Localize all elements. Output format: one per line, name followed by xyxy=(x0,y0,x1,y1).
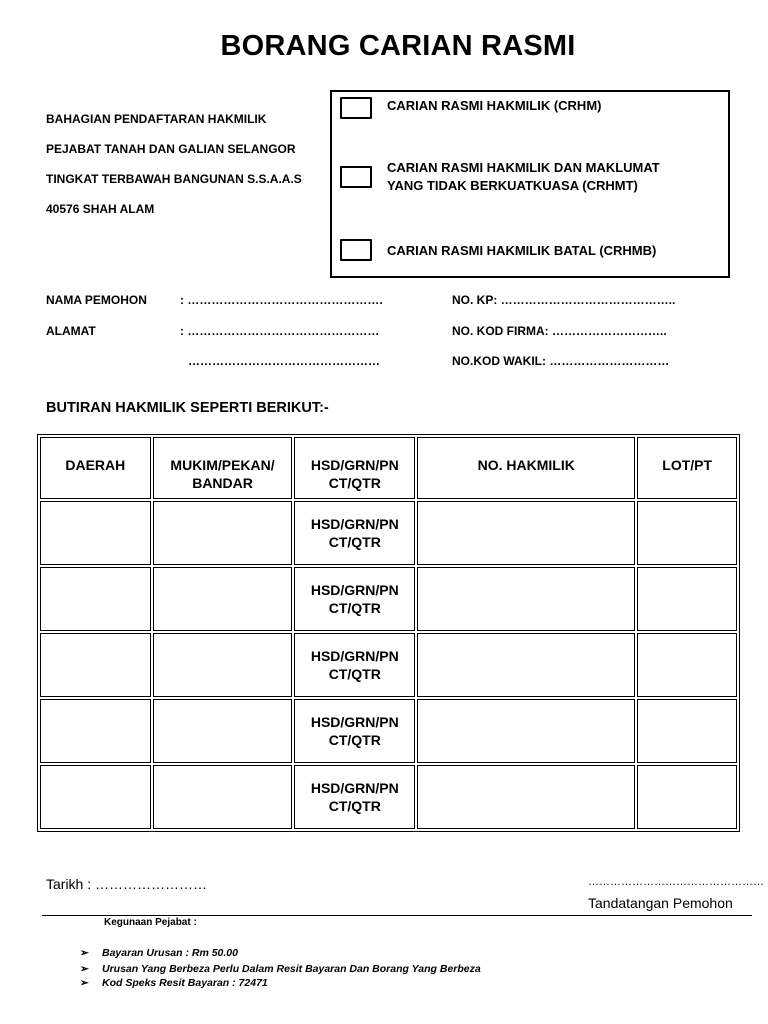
office-use-label: Kegunaan Pejabat : xyxy=(104,917,197,928)
cell-no-hakmilik[interactable] xyxy=(417,501,635,565)
header-lot: LOT/PT xyxy=(637,437,737,499)
cell-daerah[interactable] xyxy=(40,633,151,697)
header-daerah: DAERAH xyxy=(40,437,151,499)
cell-lot[interactable] xyxy=(637,699,737,763)
cell-lot[interactable] xyxy=(637,765,737,829)
alamat-label: ALAMAT xyxy=(46,324,96,338)
no-kod-firma-field[interactable]: NO. KOD FIRMA: ……………………….. xyxy=(452,324,667,338)
cell-mukim[interactable] xyxy=(153,633,293,697)
arrow-bullet-icon: ➢ xyxy=(80,947,89,959)
cell-mukim[interactable] xyxy=(153,567,293,631)
no-kp-field[interactable]: NO. KP: …………………………………….. xyxy=(452,293,676,307)
tarikh-field[interactable]: Tarikh : …………………… xyxy=(46,876,208,892)
cell-hsd[interactable]: HSD/GRN/PN CT/QTR xyxy=(294,567,415,631)
nama-pemohon-field[interactable]: : …………………………………………. xyxy=(180,293,383,307)
header-hsd: HSD/GRN/PN CT/QTR xyxy=(294,437,415,499)
form-title: BORANG CARIAN RASMI xyxy=(220,30,576,62)
cell-hsd[interactable]: HSD/GRN/PN CT/QTR xyxy=(294,699,415,763)
cell-daerah[interactable] xyxy=(40,567,151,631)
crhm-label: CARIAN RASMI HAKMILIK (CRHM) xyxy=(387,98,602,113)
cell-mukim[interactable] xyxy=(153,765,293,829)
cell-hsd[interactable]: HSD/GRN/PN CT/QTR xyxy=(294,633,415,697)
crhmt-label: CARIAN RASMI HAKMILIK DAN MAKLUMAT YANG TIDAK BERKUATKUASA (CRHMT) xyxy=(387,160,660,193)
arrow-bullet-icon: ➢ xyxy=(80,963,89,975)
address-line-4: 40576 SHAH ALAM xyxy=(46,202,155,216)
title-details-table xyxy=(37,434,740,832)
note-item: ➢ Urusan Yang Berbeza Perlu Dalam Resit Bayaran Dan Borang Yang Berbeza xyxy=(80,963,481,975)
crhmb-checkbox[interactable] xyxy=(340,239,372,261)
search-type-options xyxy=(330,90,730,278)
table-row xyxy=(40,501,737,565)
address-line-3: TINGKAT TERBAWAH BANGUNAN S.S.A.A.S xyxy=(46,172,302,186)
note-item: ➢ Bayaran Urusan : Rm 50.00 xyxy=(80,947,238,959)
cell-daerah[interactable] xyxy=(40,699,151,763)
cell-lot[interactable] xyxy=(637,567,737,631)
crhmb-label: CARIAN RASMI HAKMILIK BATAL (CRHMB) xyxy=(387,243,657,258)
cell-daerah[interactable] xyxy=(40,501,151,565)
footer-divider xyxy=(42,915,752,916)
table-row xyxy=(40,699,737,763)
cell-no-hakmilik[interactable] xyxy=(417,699,635,763)
table-row xyxy=(40,765,737,829)
header-no-hakmilik: NO. HAKMILIK xyxy=(417,437,635,499)
alamat-field-2[interactable]: ………………………………………… xyxy=(188,354,380,368)
table-header-row xyxy=(40,437,737,499)
signature-label: Tandatangan Pemohon xyxy=(588,895,733,911)
cell-mukim[interactable] xyxy=(153,699,293,763)
cell-lot[interactable] xyxy=(637,501,737,565)
crhmt-checkbox[interactable] xyxy=(340,166,372,188)
note-item: ➢ Kod Speks Resit Bayaran : 72471 xyxy=(80,977,268,989)
table-row xyxy=(40,633,737,697)
address-line-2: PEJABAT TANAH DAN GALIAN SELANGOR xyxy=(46,142,296,156)
cell-no-hakmilik[interactable] xyxy=(417,633,635,697)
cell-no-hakmilik[interactable] xyxy=(417,567,635,631)
header-mukim: MUKIM/PEKAN/ BANDAR xyxy=(153,437,293,499)
address-line-1: BAHAGIAN PENDAFTARAN HAKMILIK xyxy=(46,112,267,126)
cell-daerah[interactable] xyxy=(40,765,151,829)
cell-lot[interactable] xyxy=(637,633,737,697)
cell-hsd[interactable]: HSD/GRN/PN CT/QTR xyxy=(294,765,415,829)
nama-pemohon-label: NAMA PEMOHON xyxy=(46,293,147,307)
crhm-checkbox[interactable] xyxy=(340,97,372,119)
no-kod-wakil-field[interactable]: NO.KOD WAKIL: ………………………… xyxy=(452,354,670,368)
cell-no-hakmilik[interactable] xyxy=(417,765,635,829)
cell-hsd[interactable]: HSD/GRN/PN CT/QTR xyxy=(294,501,415,565)
section-heading: BUTIRAN HAKMILIK SEPERTI BERIKUT:- xyxy=(46,400,329,416)
arrow-bullet-icon: ➢ xyxy=(80,977,89,989)
cell-mukim[interactable] xyxy=(153,501,293,565)
signature-line[interactable]: ………………………………………… xyxy=(588,876,764,888)
table-row xyxy=(40,567,737,631)
alamat-field-1[interactable]: : ………………………………………… xyxy=(180,324,380,338)
